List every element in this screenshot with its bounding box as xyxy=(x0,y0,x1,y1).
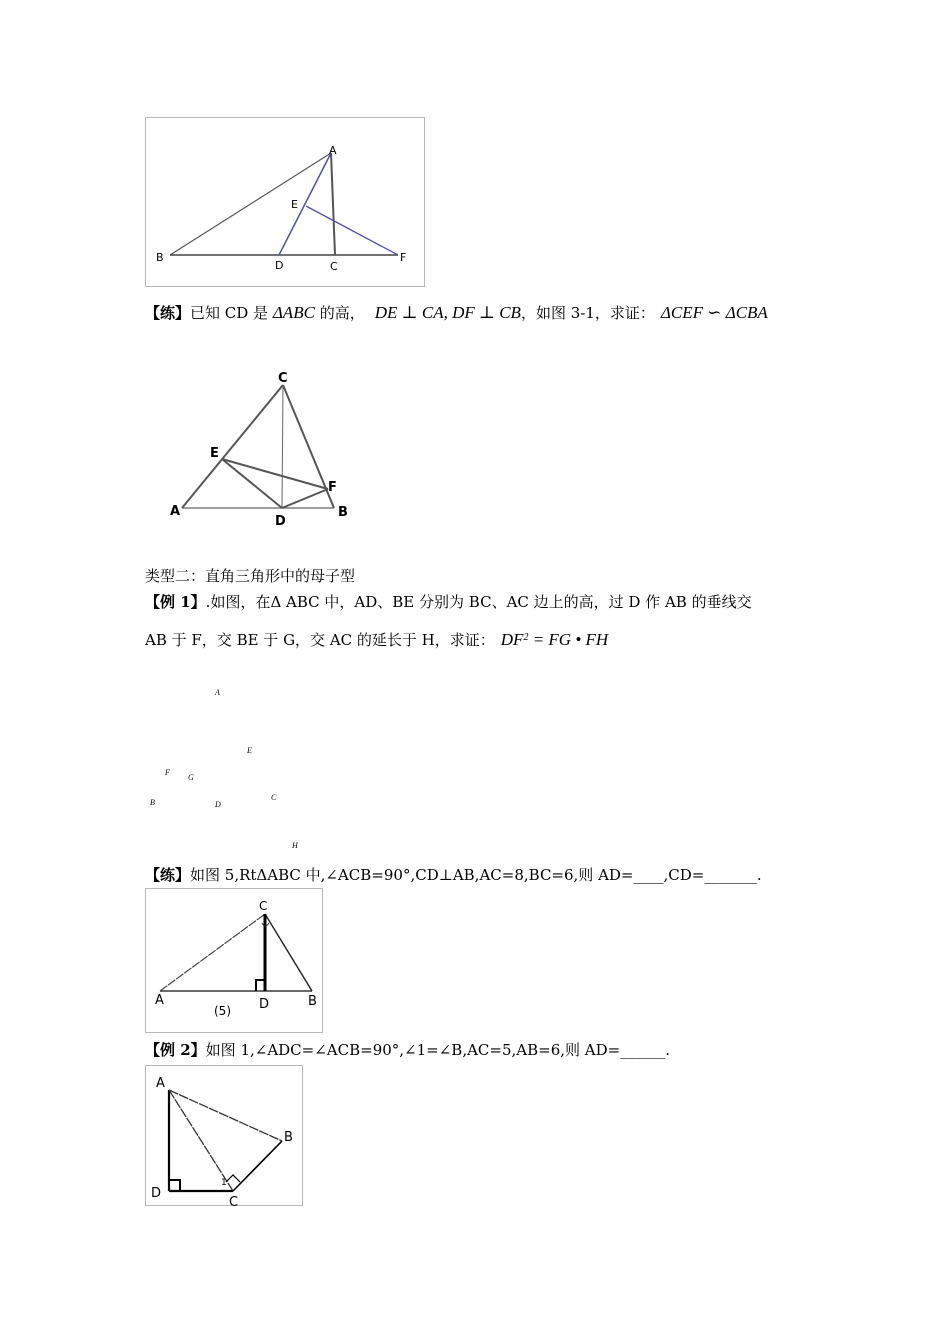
fig3-label-f: F xyxy=(165,768,170,777)
fig2-label-a: A xyxy=(170,504,181,519)
example-2-statement: 【例 2】如图 1,∠ADC=∠ACB=90°,∠1=∠B,AC=5,AB=6,则 AD=______. xyxy=(145,1041,670,1059)
fig3-label-b: B xyxy=(150,798,155,807)
fig5-angle-mark: 1 xyxy=(221,1178,227,1188)
fig4-label-d: D xyxy=(259,997,270,1012)
fig5-label-a: A xyxy=(156,1076,165,1091)
practice-2-statement: 【练】如图 5,RtΔABC 中,∠ACB=90°,CD⊥AB,AC=8,BC=6,则 AD=____,CD=_______. xyxy=(145,866,762,884)
fig5-label-d: D xyxy=(151,1186,162,1201)
fig4-label-b: B xyxy=(308,994,317,1009)
fig2-label-d: D xyxy=(275,514,286,529)
fig4-label-c: C xyxy=(259,899,268,913)
fig5-label-b: B xyxy=(284,1130,293,1145)
fig1-label-a: A xyxy=(329,144,337,157)
fig3-label-e: E xyxy=(247,746,252,755)
fig1-label-e: E xyxy=(291,198,298,211)
figure-2 xyxy=(160,365,360,530)
practice-1-statement: 【练】已知 CD 是 ΔABC 的高， DE ⊥ CA, DF ⊥ CB，如图 3-1，求证： ΔCEF ∽ ΔCBA xyxy=(145,303,768,322)
fig2-label-c: C xyxy=(278,371,288,386)
example-2-tag: 【例 2】 xyxy=(145,1041,206,1059)
fig1-label-f: F xyxy=(400,251,407,264)
figure-5 xyxy=(145,1065,303,1206)
fig4-label-a: A xyxy=(155,993,164,1008)
fig5-label-c: C xyxy=(229,1195,239,1207)
figure-1-diagram xyxy=(146,118,426,288)
figure-3 xyxy=(140,680,320,860)
fig3-label-g: G xyxy=(188,773,194,782)
fig2-label-e: E xyxy=(210,446,219,461)
practice-1-triangle-abc: ΔABC xyxy=(272,303,315,322)
fig1-label-c: C xyxy=(330,260,338,273)
fig3-label-c: C xyxy=(271,793,277,802)
example-1-equation: $DF^2$ = FG • FH xyxy=(500,630,609,649)
figure-4-diagram xyxy=(146,889,324,1034)
fig1-label-d: D xyxy=(275,259,284,272)
figure-4 xyxy=(145,888,323,1033)
fig2-label-f: F xyxy=(328,480,337,495)
figure-5-diagram xyxy=(146,1066,304,1207)
figure-2-diagram xyxy=(160,365,360,530)
fig3-label-h: H xyxy=(292,841,298,850)
example-1-line-1: 【例 1】.如图，在Δ ABC 中，AD、BE 分别为 BC、AC 边上的高，过 D 作 AB 的垂线交 xyxy=(145,593,752,611)
practice-1-similarity: ΔCEF ∽ ΔCBA xyxy=(660,303,768,322)
practice-1-perpendiculars: DE ⊥ CA, DF ⊥ CB xyxy=(374,303,521,322)
fig3-label-a: A xyxy=(215,688,220,697)
fig4-caption: (5) xyxy=(214,1004,231,1018)
practice-1-tag: 【练】 xyxy=(145,304,191,322)
section-heading-type-2: 类型二：直角三角形中的母子型 xyxy=(145,567,356,585)
practice-2-tag: 【练】 xyxy=(145,866,191,884)
example-1-line-2: AB 于 F，交 BE 于 G，交 AC 的延长于 H，求证： $DF^2$ = FG • FH xyxy=(145,630,609,649)
fig2-label-b: B xyxy=(338,505,348,520)
fig1-label-b: B xyxy=(156,251,164,264)
figure-1 xyxy=(145,117,425,287)
example-1-tag: 【例 1】 xyxy=(145,593,206,611)
fig3-label-d: D xyxy=(215,800,221,809)
